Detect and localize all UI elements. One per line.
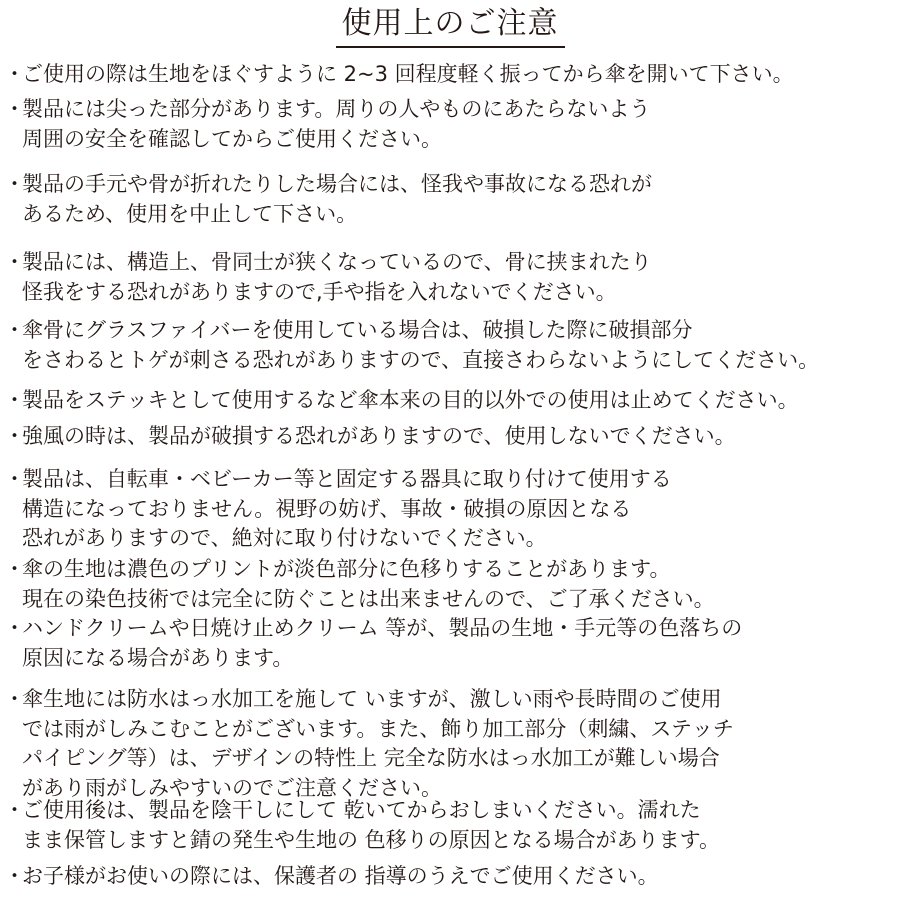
caution-item-text xyxy=(22,555,715,614)
caution-line: ご使用の際は生地をほぐすように 2~3 回程度軽く振ってから傘を開いて下さい。 xyxy=(22,62,794,86)
caution-line: 製品には、構造上、骨同士が狭くなっているので、骨に挟まれたり xyxy=(22,250,652,274)
bullet-mark: ・ xyxy=(4,557,25,581)
caution-line: ハンドクリームや日焼け止めクリーム 等が、製品の生地・手元等の色落ちの xyxy=(22,616,743,640)
caution-line: 製品をステッキとして使用するなど傘本来の目的以外での使用は止めてください。 xyxy=(22,388,799,412)
caution-item-text xyxy=(22,614,742,673)
bullet-mark: ・ xyxy=(4,424,25,448)
caution-line: があり雨がしみやすいのでご注意ください。 xyxy=(22,775,442,800)
caution-line: をさわるとトゲが刺さる恐れがありますので、直接さわらないようにしてください。 xyxy=(22,347,820,372)
caution-line: 恐れがありますので、絶対に取り付けないでください。 xyxy=(22,526,547,550)
caution-item-text xyxy=(22,386,799,416)
caution-line: 傘生地には防水はっ水加工を施して いますが、激しい雨や長時間のご使用 xyxy=(22,687,722,711)
caution-item-text xyxy=(22,685,734,803)
caution-line: 原因になる場合があります。 xyxy=(22,645,294,670)
caution-line: 強風の時は、製品が破損する恐れがありますので、使用しないでください。 xyxy=(22,424,736,448)
notice-title xyxy=(0,4,900,48)
bullet-mark: ・ xyxy=(4,616,25,640)
bullet-mark: ・ xyxy=(4,467,25,491)
bullet-mark: ・ xyxy=(4,172,25,196)
caution-item-text xyxy=(22,95,650,154)
caution-line: お子様がお使いの際には、保護者の 指導のうえでご使用ください。 xyxy=(22,864,659,888)
notice-title-text: 使用上のご注意 xyxy=(336,4,565,48)
caution-line: 製品は、自転車・ベビーカー等と固定する器具に取り付けて使用する xyxy=(22,467,672,491)
caution-item-text xyxy=(22,465,672,554)
bullet-mark: ・ xyxy=(4,864,25,888)
caution-line: 製品には尖った部分があります。周りの人やものにあたらないよう xyxy=(22,97,651,121)
bullet-mark: ・ xyxy=(4,388,25,412)
caution-line: ご使用後は、製品を陰干しにして 乾いてからおしまいください。濡れた xyxy=(22,798,701,822)
bullet-mark: ・ xyxy=(4,250,25,274)
caution-line: 傘の生地は濃色のプリントが淡色部分に色移りすることがあります。 xyxy=(22,557,671,581)
caution-line: 傘骨にグラスファイバーを使用している場合は、破損した際に破損部分 xyxy=(22,318,693,342)
caution-line: 現在の染色技術では完全に防ぐことは出来ませんので、ご了承ください。 xyxy=(22,586,715,611)
caution-item-text xyxy=(22,60,794,90)
caution-line: パイピング等）は、デザインの特性上 完全な防水はっ水加工が難しい場合 xyxy=(22,746,720,770)
caution-line: まま保管しますと錆の発生や生地の 色移りの原因となる場合があります。 xyxy=(22,827,720,852)
caution-item-text xyxy=(22,422,736,452)
caution-item-text xyxy=(22,248,652,307)
caution-line: あるため、使用を中止して下さい。 xyxy=(22,201,358,226)
caution-item-text xyxy=(22,862,659,892)
bullet-mark: ・ xyxy=(4,97,25,121)
caution-line: では雨がしみこむことがございます。また、飾り加工部分（刺繍、ステッチ xyxy=(22,716,734,741)
caution-line: 構造になっておりません。視野の妨げ、事故・破損の原因となる xyxy=(22,496,632,521)
caution-line: 怪我をする恐れがありますので,手や指を入れないでください。 xyxy=(22,279,617,304)
bullet-mark: ・ xyxy=(4,318,25,342)
caution-item-text xyxy=(22,170,652,229)
caution-line: 製品の手元や骨が折れたりした場合には、怪我や事故になる恐れが xyxy=(22,172,652,196)
caution-line: 周囲の安全を確認してからご使用ください。 xyxy=(22,126,442,151)
caution-item-text xyxy=(22,316,819,375)
bullet-mark: ・ xyxy=(4,798,25,822)
bullet-mark: ・ xyxy=(4,687,25,711)
caution-item-text xyxy=(22,796,720,855)
bullet-mark: ・ xyxy=(4,62,25,86)
